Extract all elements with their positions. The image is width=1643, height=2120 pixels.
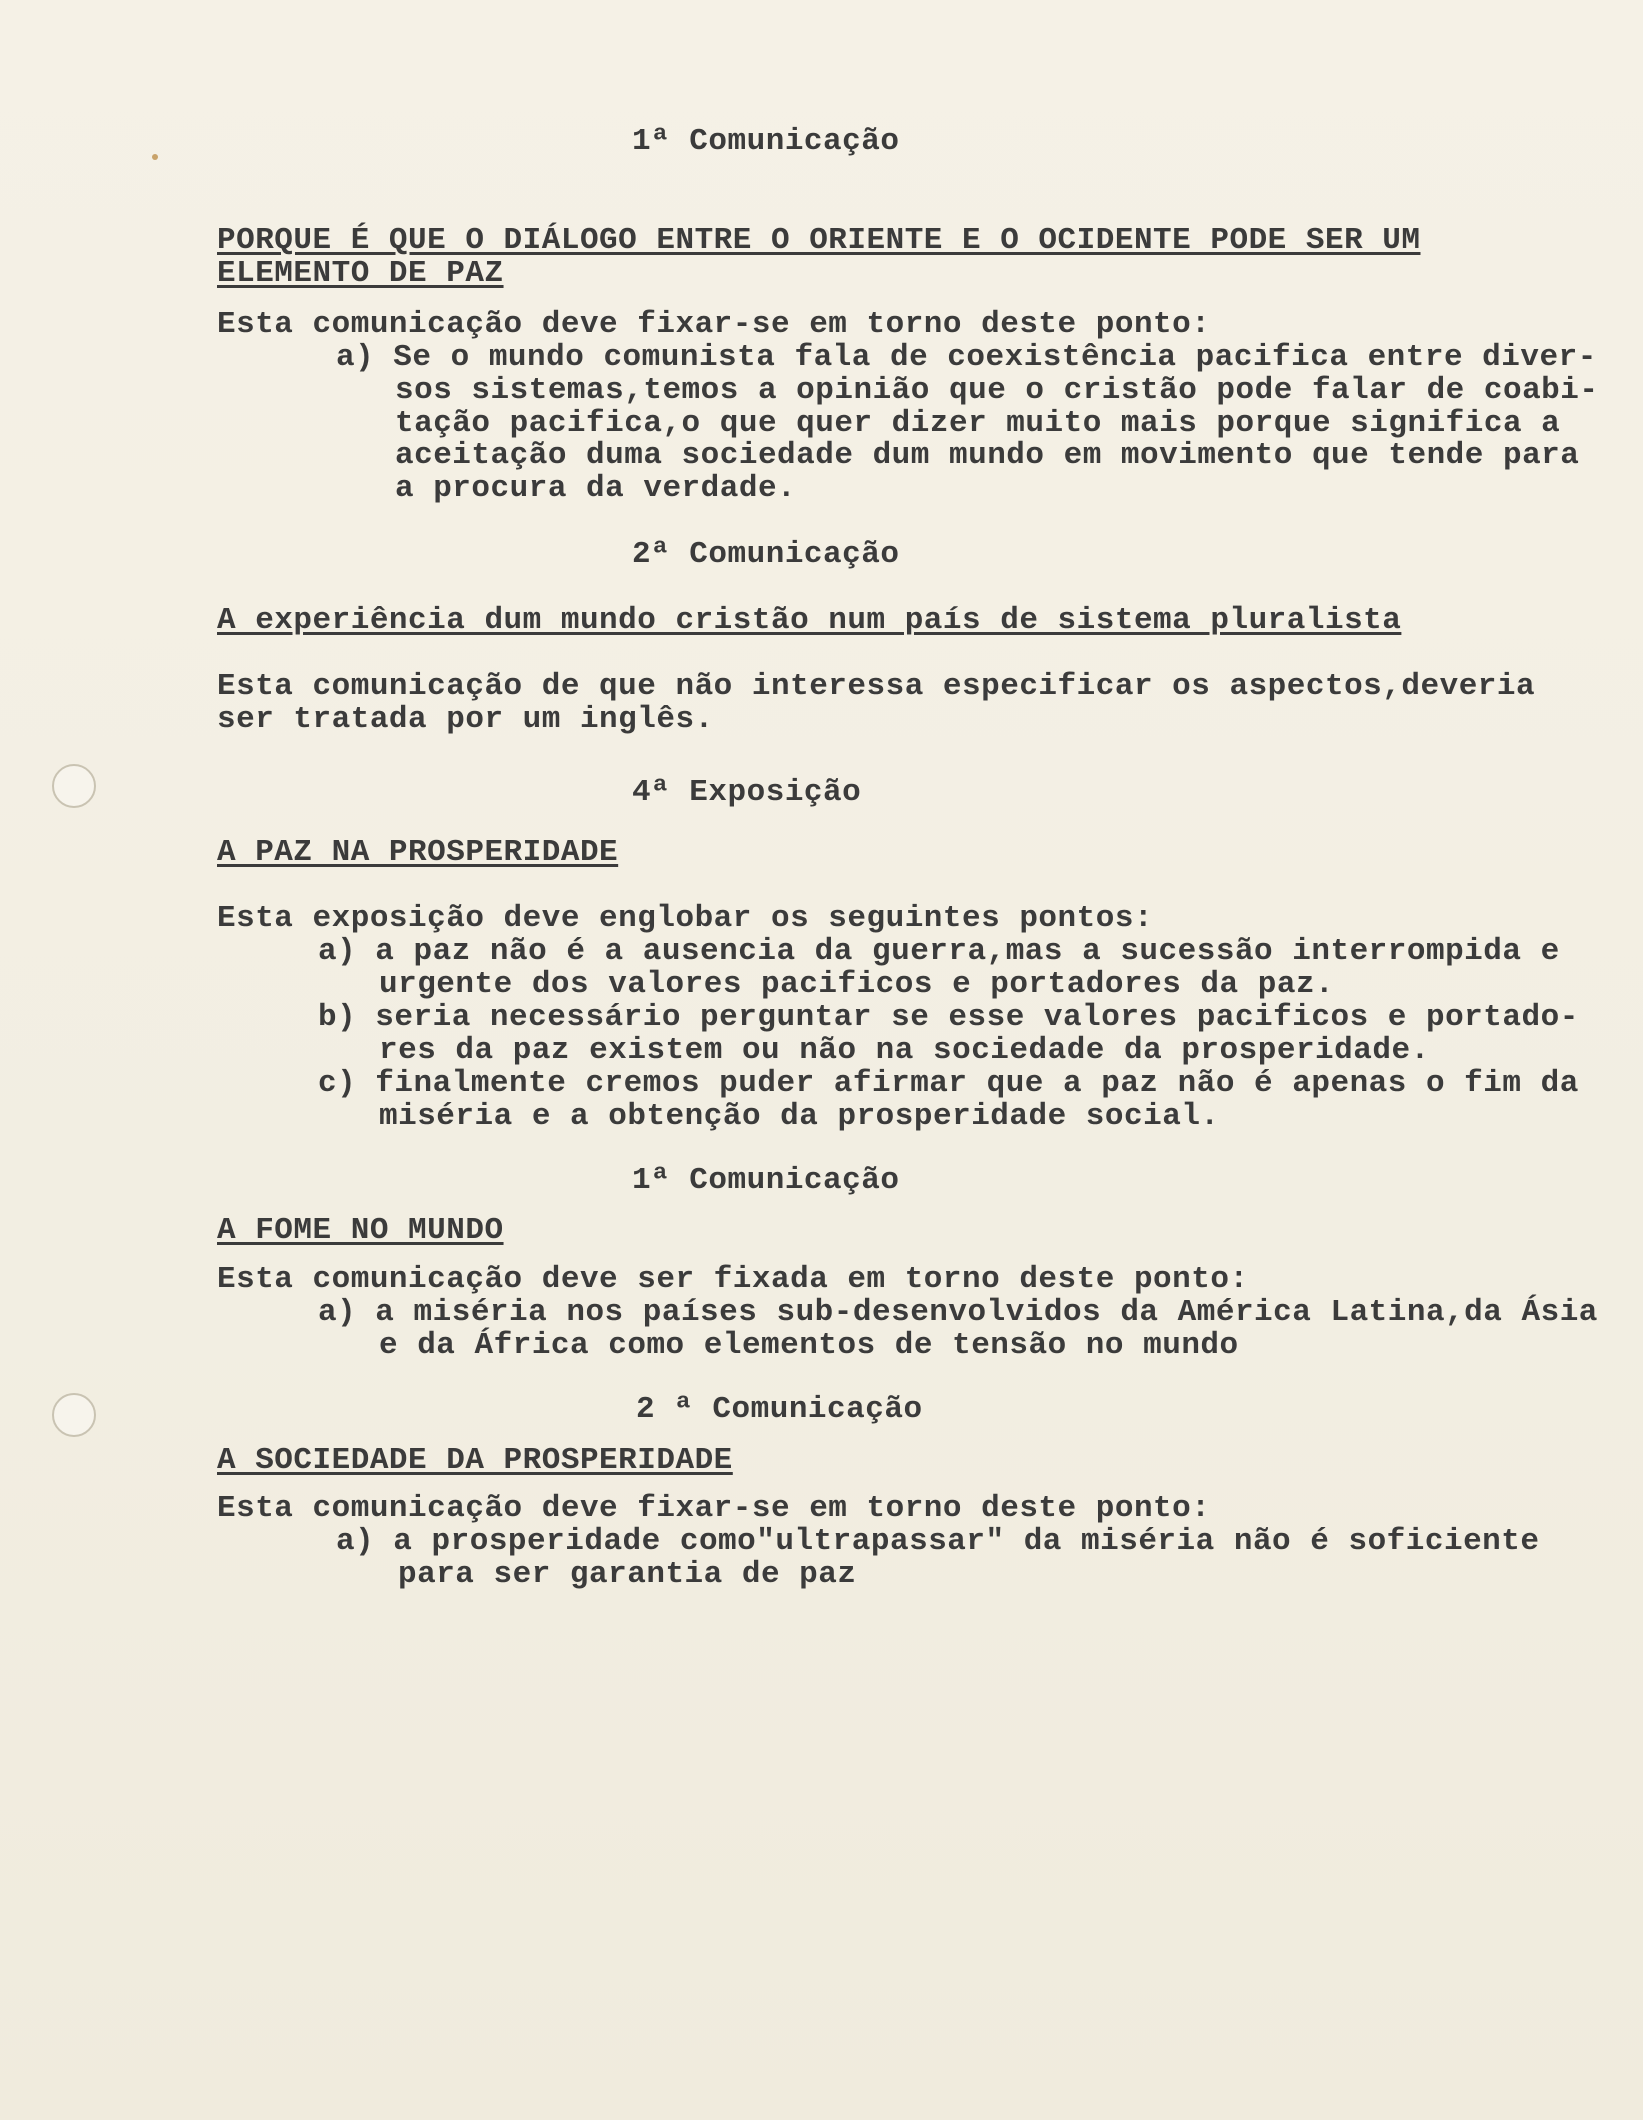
- section-heading: 2ª Comunicação: [632, 537, 900, 572]
- section-intro: Esta comunicação deve fixar-se em torno deste ponto:: [217, 1491, 1211, 1526]
- section-title: PORQUE É QUE O DIÁLOGO ENTRE O ORIENTE E O OCIDENTE PODE SER UM: [217, 223, 1421, 258]
- body-line: urgente dos valores pacificos e portadores da paz.: [379, 967, 1335, 1002]
- section-heading: 4ª Exposição: [632, 775, 862, 810]
- section-title: A FOME NO MUNDO: [217, 1213, 504, 1248]
- section-title: A PAZ NA PROSPERIDADE: [217, 835, 619, 870]
- body-line: ser tratada por um inglês.: [217, 702, 714, 737]
- body-line: aceitação duma sociedade dum mundo em movimento que tende para: [395, 438, 1580, 473]
- body-line: miséria e a obtenção da prosperidade social.: [379, 1099, 1220, 1134]
- body-line: a) a prosperidade como"ultrapassar" da miséria não é soficiente: [336, 1524, 1540, 1559]
- body-line: res da paz existem ou não na sociedade da prosperidade.: [379, 1033, 1430, 1068]
- section-intro: Esta comunicação deve fixar-se em torno deste ponto:: [217, 307, 1211, 342]
- section-intro: Esta comunicação deve ser fixada em torno deste ponto:: [217, 1262, 1249, 1297]
- body-line: a) a paz não é a ausencia da guerra,mas a sucessão interrompida e: [318, 934, 1560, 969]
- section-title: ELEMENTO DE PAZ: [217, 256, 504, 291]
- body-line: e da África como elementos de tensão no mundo: [379, 1328, 1239, 1363]
- body-line: sos sistemas,temos a opinião que o cristão pode falar de coabi-: [395, 373, 1599, 408]
- section-title: A SOCIEDADE DA PROSPERIDADE: [217, 1443, 733, 1478]
- body-line: tação pacifica,o que quer dizer muito mais porque significa a: [395, 406, 1561, 441]
- body-line: Esta comunicação de que não interessa especificar os aspectos,deveria: [217, 669, 1536, 704]
- section-heading: 2 ª Comunicação: [636, 1392, 923, 1427]
- body-line: para ser garantia de paz: [398, 1557, 857, 1592]
- punch-hole-bottom: [52, 1393, 96, 1437]
- body-line: c) finalmente cremos puder afirmar que a paz não é apenas o fim da: [318, 1066, 1579, 1101]
- stain-mark: [152, 154, 158, 160]
- punch-hole-top: [52, 764, 96, 808]
- body-line: a) Se o mundo comunista fala de coexistência pacifica entre diver-: [336, 340, 1597, 375]
- section-title: A experiência dum mundo cristão num país de sistema pluralista: [217, 603, 1402, 638]
- section-intro: Esta exposição deve englobar os seguintes pontos:: [217, 901, 1154, 936]
- body-line: a) a miséria nos países sub-desenvolvidos da América Latina,da Ásia: [318, 1295, 1598, 1330]
- section-heading: 1ª Comunicação: [632, 1163, 900, 1198]
- body-line: b) seria necessário perguntar se esse valores pacificos e portado-: [318, 1000, 1579, 1035]
- section-heading: 1ª Comunicação: [632, 124, 900, 159]
- body-line: a procura da verdade.: [395, 471, 797, 506]
